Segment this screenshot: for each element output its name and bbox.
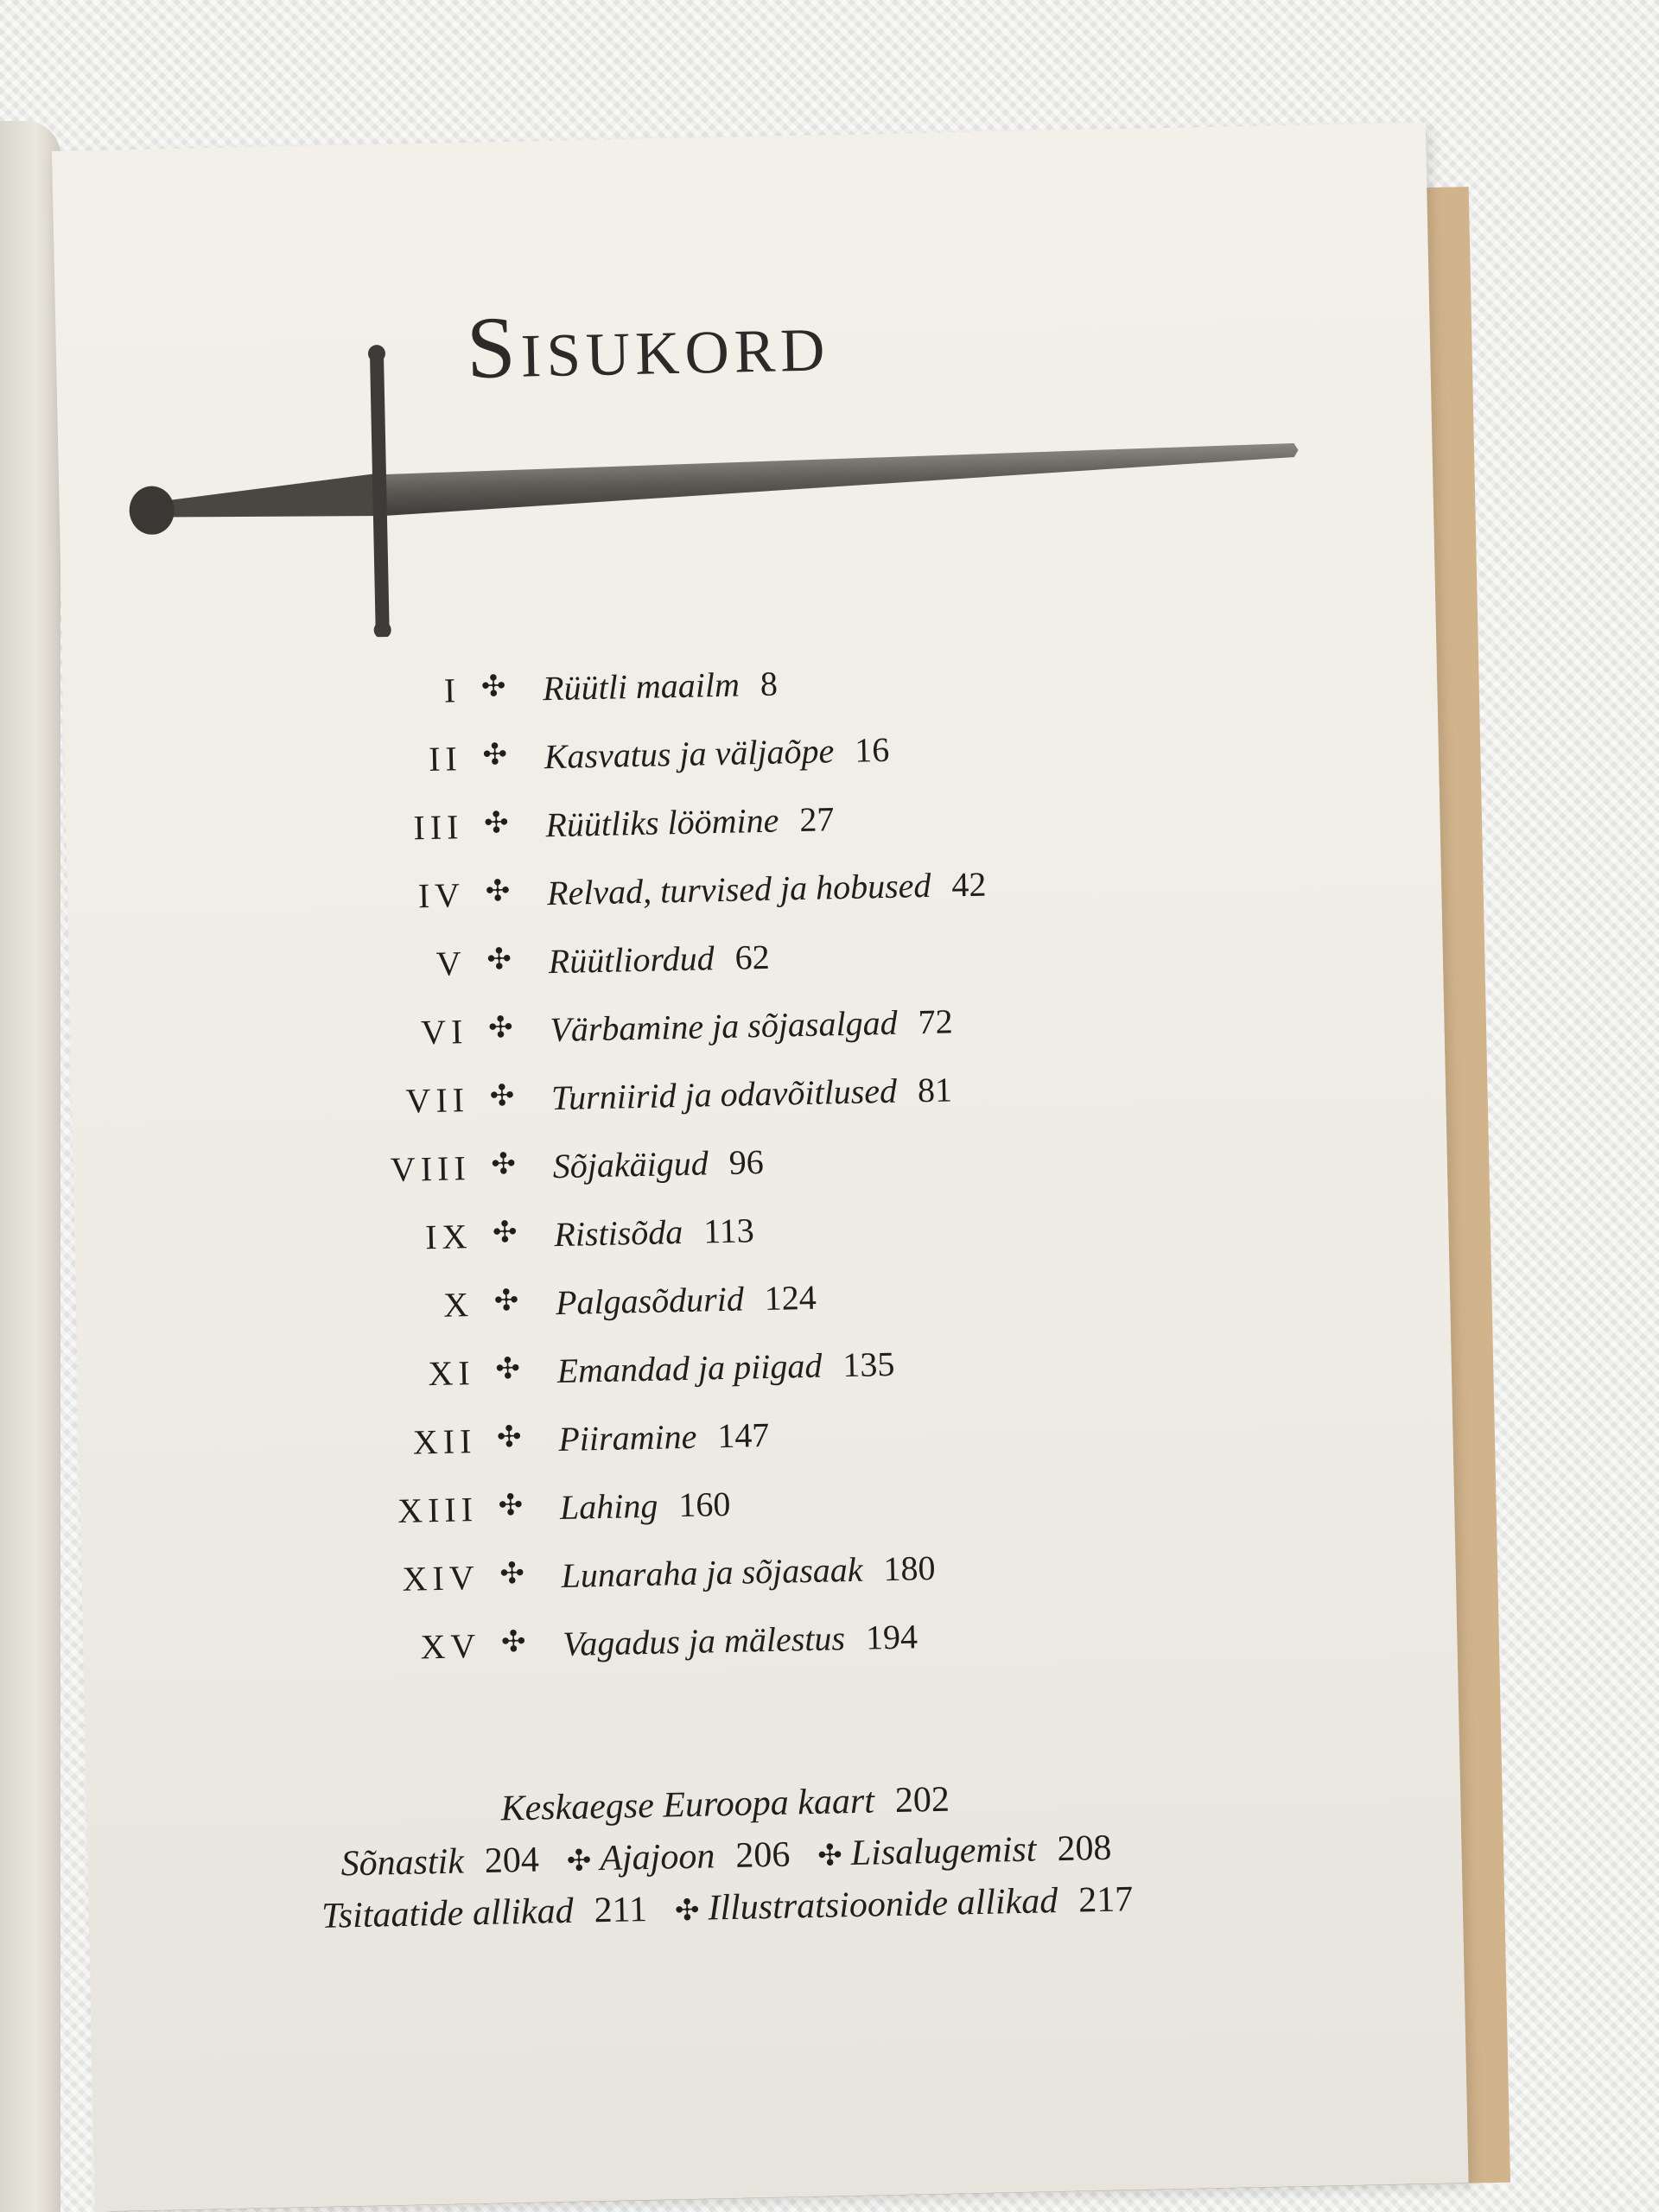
timeline-page: 206 — [734, 1834, 791, 1876]
chapter-title: Emandad ja piigad — [556, 1345, 823, 1391]
chapter-numeral: X — [442, 1285, 474, 1325]
book-page — [52, 123, 1469, 2212]
chapter-title-group — [563, 1616, 918, 1664]
glossary-title: Sõnastik — [340, 1841, 465, 1885]
map-page: 202 — [894, 1779, 950, 1821]
ornament-icon: ✣ — [496, 1421, 522, 1454]
glossary-page: 204 — [484, 1840, 540, 1881]
chapter-title-group — [561, 1548, 936, 1596]
chapter-page: 72 — [918, 1001, 954, 1042]
chapter-title-group — [547, 864, 987, 914]
chapter-title: Ristisõda — [553, 1211, 683, 1255]
chapter-title-group — [554, 1210, 754, 1255]
left-page-edge — [0, 121, 60, 2212]
chapter-page: 147 — [716, 1414, 770, 1456]
chapter-page: 160 — [677, 1484, 731, 1525]
ornament-icon: ✣ — [480, 671, 506, 703]
ornament-icon: ✣ — [482, 739, 508, 772]
ornament-icon: ✣ — [566, 1845, 592, 1878]
ornament-icon: ✣ — [674, 1894, 700, 1928]
chapter-numeral: II — [428, 739, 463, 779]
chapter-title-group — [548, 937, 770, 982]
further-reading-page: 208 — [1056, 1827, 1112, 1870]
timeline-title: Ajajoon — [599, 1836, 715, 1879]
ornament-icon: ✣ — [495, 1352, 521, 1386]
ornament-icon: ✣ — [500, 1625, 526, 1659]
ornament-icon: ✣ — [491, 1148, 517, 1181]
chapter-title-group — [543, 664, 779, 709]
chapter-title-group — [556, 1344, 895, 1391]
chapter-numeral: IX — [424, 1217, 473, 1257]
ornament-icon: ✣ — [492, 1216, 518, 1249]
chapter-page: 124 — [764, 1277, 817, 1319]
chapter-title-group — [550, 1001, 953, 1050]
ornament-icon: ✣ — [493, 1284, 519, 1318]
chapter-title-group — [552, 1141, 764, 1186]
chapter-title: Lahing — [559, 1485, 658, 1528]
chapter-numeral: VII — [405, 1080, 470, 1121]
chapter-numeral: XIV — [402, 1558, 480, 1599]
page-title: Sisukord — [465, 292, 831, 397]
map-title: Keskaegse Euroopa kaart — [500, 1781, 875, 1829]
further-reading-title: Lisalugemist — [850, 1829, 1037, 1874]
chapter-page: 27 — [798, 799, 835, 840]
chapter-title: Värbamine ja sõjasalgad — [549, 1002, 899, 1050]
chapter-numeral: XV — [420, 1625, 481, 1667]
chapter-page: 62 — [734, 937, 771, 977]
ornament-icon: ✣ — [498, 1489, 524, 1522]
illustration-sources-page: 217 — [1077, 1879, 1134, 1921]
chapter-title: Sõjakäigud — [552, 1143, 709, 1186]
chapter-page: 16 — [854, 729, 890, 770]
chapter-numeral: V — [435, 944, 467, 983]
quote-sources-title: Tsitaatide allikad — [321, 1891, 575, 1936]
illustration-sources-title: Illustratsioonide allikad — [707, 1881, 1058, 1929]
quote-sources-page: 211 — [594, 1890, 648, 1931]
chapter-numeral: XI — [428, 1353, 476, 1394]
chapter-title: Palgasõdurid — [555, 1279, 745, 1323]
ornament-icon: ✣ — [486, 944, 512, 976]
chapter-page: 113 — [702, 1211, 755, 1251]
chapter-title: Kasvatus ja väljaõpe — [543, 731, 835, 777]
chapter-title: Rüütliks löömine — [544, 800, 779, 845]
ornament-icon: ✣ — [483, 807, 510, 840]
chapter-numeral: I — [443, 671, 461, 710]
chapter-numeral: XII — [412, 1421, 477, 1462]
chapter-page: 8 — [760, 664, 779, 703]
chapter-numeral: VIII — [390, 1148, 472, 1190]
sword-illustration — [95, 324, 1311, 643]
chapter-title-group — [545, 798, 835, 845]
chapter-title-group — [558, 1414, 770, 1459]
chapter-title: Rüütli maailm — [542, 664, 741, 709]
chapter-title: Vagadus ja mälestus — [562, 1618, 846, 1663]
ornament-icon: ✣ — [817, 1840, 843, 1872]
ornament-icon: ✣ — [489, 1080, 515, 1113]
chapter-title-group — [543, 729, 889, 777]
chapter-page: 135 — [842, 1344, 895, 1385]
chapter-numeral: IV — [417, 875, 466, 916]
chapter-page: 194 — [865, 1617, 918, 1657]
chapter-title: Lunaraha ja sõjasaak — [561, 1549, 863, 1596]
chapter-title: Piiramine — [557, 1416, 697, 1459]
chapter-title-group — [560, 1484, 731, 1528]
chapter-numeral: VI — [420, 1012, 468, 1052]
chapter-title: Turniirid ja odavõitlused — [550, 1071, 898, 1118]
chapter-page: 96 — [728, 1142, 765, 1182]
chapter-page: 81 — [917, 1070, 953, 1110]
chapter-title-group — [551, 1069, 953, 1118]
ornament-icon: ✣ — [485, 875, 511, 908]
ornament-icon: ✣ — [487, 1012, 514, 1045]
ornament-icon: ✣ — [499, 1557, 525, 1591]
chapter-title-group — [556, 1277, 817, 1323]
chapter-page: 42 — [950, 864, 987, 905]
chapter-numeral: III — [413, 807, 464, 848]
chapter-numeral: XIII — [397, 1490, 479, 1530]
chapter-page: 180 — [883, 1548, 936, 1589]
chapter-title: Relvad, turvised ja hobused — [546, 865, 931, 913]
chapter-title: Rüütliordud — [548, 938, 715, 982]
